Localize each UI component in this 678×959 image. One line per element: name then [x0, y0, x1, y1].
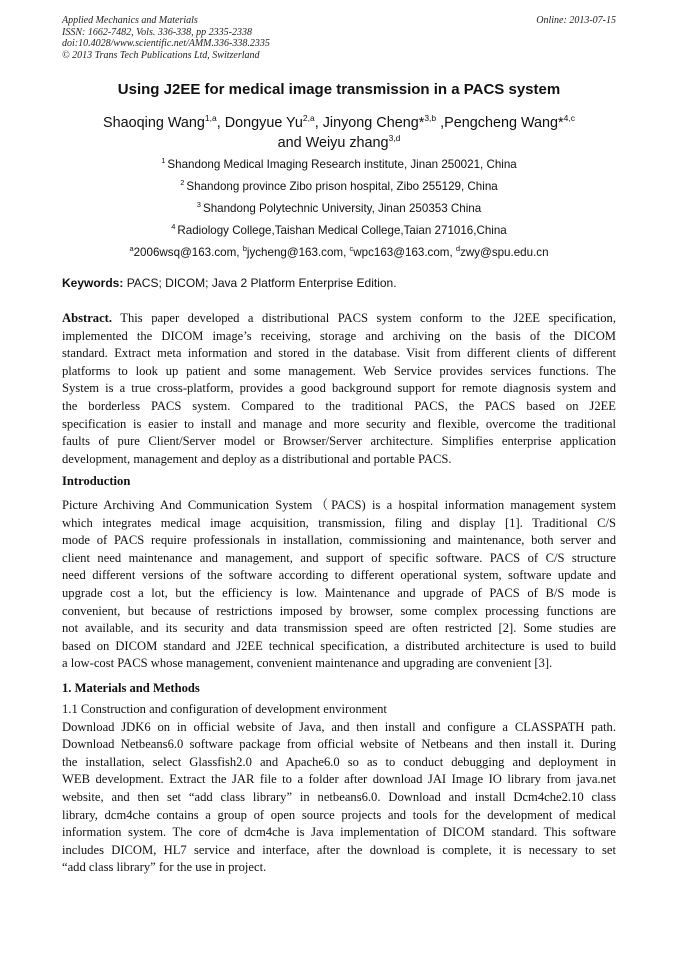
journal-name: Applied Mechanics and Materials [62, 15, 198, 26]
materials-line: “add class library” for the use in project. [62, 860, 267, 875]
introduction-line: need different versions of the software according to different operational system, software update and [62, 568, 616, 583]
keywords-text: PACS; DICOM; Java 2 Platform Enterprise Edition. [123, 276, 397, 290]
author-sep: and [277, 135, 306, 151]
introduction-line: a low-cost PACS whose management, convenient maintenance and upgrading are convenient [3]. [62, 656, 553, 671]
keywords-line [62, 275, 616, 291]
affiliation-list [62, 154, 616, 264]
affiliation-line [62, 176, 616, 198]
email-address[interactable]: 2006wsq@163.com, [133, 246, 243, 259]
materials-line: Download JDK6 on in official website of Java, and then install and configure a CLASSPATH path. [62, 719, 616, 734]
affiliation-text: Shandong Medical Imaging Research institute, Jinan 250021, China [167, 158, 517, 171]
journal-doi: doi:10.4028/www.scientific.net/AMM.336-338.2335 [62, 38, 270, 49]
author-affil-sup: 4,c [563, 113, 575, 123]
abstract-line: Abstract. This paper developed a distributional PACS system conform to the J2EE specification, [62, 311, 616, 325]
affiliation-line [62, 198, 616, 220]
affiliation-line [62, 220, 616, 242]
introduction-line: convenient, but because of restrictions imposed by browser, some complex processing functions are [62, 603, 616, 618]
email-line [62, 242, 616, 264]
author-list [62, 113, 616, 153]
materials-methods-heading: 1. Materials and Methods [62, 681, 200, 695]
affiliation-number: 4 [171, 222, 176, 231]
author-sep: , [216, 115, 225, 131]
author-affil-sup: 3,b [424, 113, 437, 123]
author-name: Shaoqing Wang [103, 115, 205, 131]
affiliation-text: Shandong Polytechnic University, Jinan 250353 China [202, 202, 482, 215]
abstract-line: platforms to look up patient and some management. Web Service provides services functions. The [62, 363, 616, 378]
introduction-line: which integrates medical image acquisition, transmission, filing and display [1]. Traditional C/S [62, 515, 616, 530]
author-name: Dongyue Yu [224, 115, 303, 131]
abstract-line: System is a true cross-platform, provides a good background support for remote diagnosis system and [62, 381, 616, 396]
abstract-line: specification is easier to install and manage and more security and flexible, overcome the traditional [62, 416, 616, 431]
affiliation-text: Radiology College,Taishan Medical College,Taian 271016,China [177, 224, 507, 237]
introduction-line: not available, and its security and data transmission speed are often restricted [2]. Some studies are [62, 621, 616, 636]
email-sup: b [242, 244, 247, 253]
materials-line: Download Netbeans6.0 software package from official website of Netbeans and then install it. During [62, 737, 616, 752]
materials-line: information system. The core of dcm4che is Java implementation of DICOM standard. This software [62, 825, 616, 840]
materials-line: library, dcm4che contains a group of open source projects and tools for the development of medical [62, 807, 616, 822]
email-address[interactable]: wpc163@163.com, [353, 246, 456, 259]
author-name: Weiyu zhang [305, 135, 389, 151]
email-address[interactable]: jycheng@163.com, [246, 246, 350, 259]
materials-methods-paragraph [62, 701, 616, 877]
email-sup: d [455, 244, 461, 253]
author-sep: , [314, 115, 323, 131]
introduction-paragraph [62, 497, 616, 673]
author-name: Jinyong Cheng* [322, 115, 425, 131]
affiliation-number: 1 [161, 156, 166, 165]
materials-line: website, and then set “add class library” in netbeans6.0. Download and install Dcm4che2.10 class [62, 789, 616, 804]
paper-title: Using J2EE for medical image transmission in a PACS system [117, 81, 561, 98]
introduction-line: mode of PACS require professionals in installation, commissioning and maintenance, both server and [62, 533, 616, 548]
email-sup: a [129, 244, 134, 253]
introduction-line: client need maintenance and management, and support of specific software. PACS of C/S structure [62, 550, 616, 565]
abstract-line: development, management and deploy as a distributional and portable PACS. [62, 451, 452, 466]
abstract-line: faults of pure Client/Server model or Browser/Server architecture. Simplifies enterprise application [62, 434, 616, 449]
keywords-label: Keywords: [62, 276, 124, 290]
author-affil-sup: 3,d [388, 133, 401, 143]
author-affil-sup: 1,a [204, 113, 217, 123]
abstract-label: Abstract. [62, 311, 113, 325]
journal-header [62, 15, 616, 61]
introduction-line: Picture Archiving And Communication System（PACS) is a hospital information management system [62, 498, 616, 512]
online-date: Online: 2013-07-15 [536, 15, 616, 26]
materials-line: the installation, select Glassfish2.0 and Apache6.0 so as to conduct debugging and deployment in [62, 754, 616, 769]
materials-line: WEB development. Extract the JAR file to a folder after download JAI Image IO library from java.net [62, 772, 616, 787]
author-sep: , [436, 115, 445, 131]
journal-issn: ISSN: 1662-7482, Vols. 336-338, pp 2335-2338 [62, 26, 252, 38]
email-address[interactable]: zwy@spu.edu.cn [460, 246, 549, 259]
materials-line: includes DICOM, HL7 service and interface, after the download is complete, it is necessary to set [62, 842, 616, 857]
affiliation-number: 2 [180, 178, 185, 187]
email-sup: c [349, 244, 354, 253]
author-affil-sup: 2,a [302, 113, 315, 123]
subsection-heading: 1.1 Construction and configuration of development environment [62, 702, 387, 716]
introduction-line: upgrade cost a lot, but the efficiency is low. Maintenance and upgrade of PACS of B/S mode is [62, 585, 616, 600]
abstract-line: standard. Extract meta information and stored in the database. Visit from different clients of different [62, 346, 616, 361]
abstract-line: the borderless PACS system. Compared to the traditional PACS, the PACS based on J2EE [62, 398, 616, 413]
abstract-line: implemented the DICOM image’s receiving, storage and archiving on the basis of the DICOM [62, 328, 616, 343]
affiliation-text: Shandong province Zibo prison hospital, Zibo 255129, China [186, 180, 498, 193]
introduction-line: based on DICOM standard and J2EE technical specification, a distributed architecture is used to build [62, 638, 616, 653]
abstract-paragraph [62, 310, 616, 468]
affiliation-line [62, 154, 616, 176]
affiliation-number: 3 [196, 200, 201, 209]
author-name: Pengcheng Wang* [444, 115, 564, 131]
introduction-heading: Introduction [62, 474, 131, 488]
journal-copyright: © 2013 Trans Tech Publications Ltd, Switzerland [62, 49, 260, 61]
